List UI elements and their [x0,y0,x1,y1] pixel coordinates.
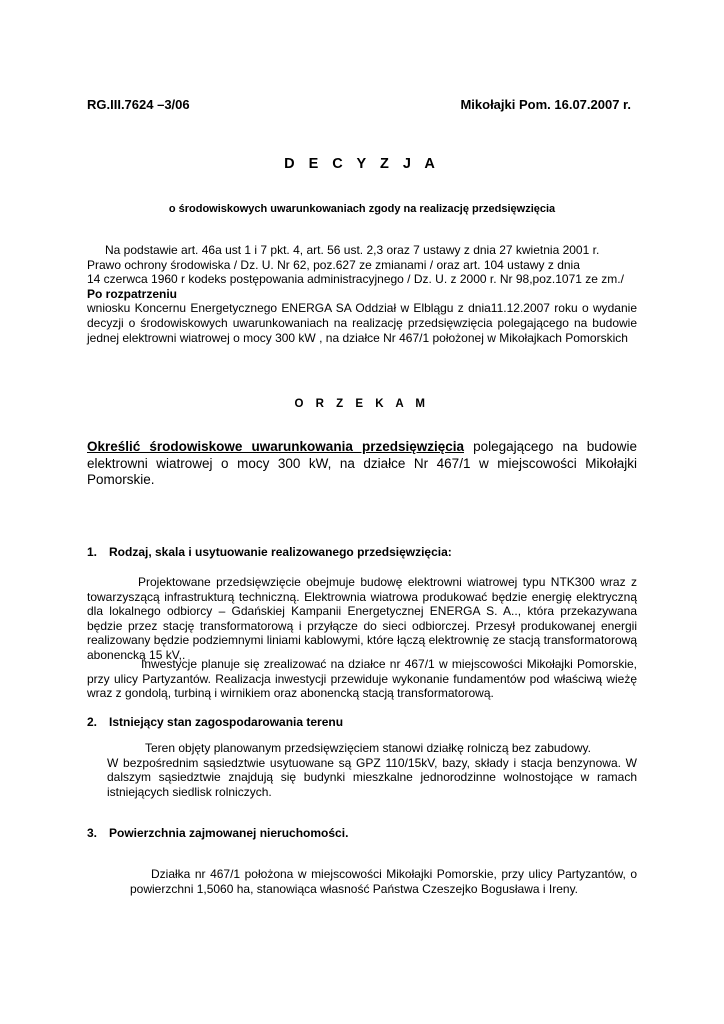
section-3-paragraph-2: powierzchni 1,5060 ha, stanowiąca własność Państwa Czeszejko Bogusława i Ireny. [130,881,579,896]
section-1-number: 1. [87,545,98,559]
section-1-heading [87,545,452,559]
section-2-paragraph-2: W bezpośrednim sąsiedztwie usytuowane są GPZ 110/15kV, bazy, składy i stacja benzynowa. W dalszym sąsiedztwie znajdują się budynki mieszkalne jednorodzinne wolnostojące w ramach istniejących siedlisk rolniczych. [107,755,637,799]
section-3-heading [87,826,348,840]
place-and-date: Mikołajki Pom. 16.07.2007 r. [460,97,631,112]
section-2-title: Istniejący stan zagospodarowania terenu [109,715,344,729]
request-paragraph: wniosku Koncernu Energetycznego ENERGA SA Oddział w Elblągu z dnia11.12.2007 roku o wydanie decyzji o środowiskowych uwarunkowaniach na realizację przedsięwzięcia polegającego na budowie jednej elektrowni wiatrowej o mocy 300 kW , na działce Nr 467/1 położonej w Mikołajkach Pomorskich [87,301,637,345]
section-3-number: 3. [87,826,98,840]
legal-basis-line-2: Prawo ochrony środowiska / Dz. U. Nr 62, poz.627 ze zmianami / oraz art. 104 ustawy z dnia [87,257,580,272]
section-2-heading [87,715,343,729]
legal-basis-line-1: Na podstawie art. 46a ust 1 i 7 pkt. 4, art. 56 ust. 2,3 oraz 7 ustawy z dnia 27 kwietnia 2001 r. [105,243,600,257]
section-2-paragraph-1: Teren objęty planowanym przedsięwzięciem stanowi działkę rolniczą bez zabudowy. [145,741,591,755]
legal-basis-line-3: 14 czerwca 1960 r kodeks postępowania administracyjnego / Dz. U. z 2000 r. Nr 98,poz.1071 ze zm./ [87,272,624,287]
section-3-title: Powierzchnia zajmowanej nieruchomości. [109,826,349,840]
section-1-paragraph-2: Inwestycje planuje się zrealizować na działce nr 467/1 w miejscowości Mikołajki Pomorskie, przy ulicy Partyzantów. Realizacja inwestycji przewiduje wykonanie fundamentów pod właściwą wieżę wraz z gondolą, turbiną i wirnikiem oraz abonencką stacją transformatorową. [87,657,637,701]
ruling-heading: O R Z E K A M [294,398,430,410]
ruling-text: polegającego na budowie elektrowni wiatrowej o mocy 300 kW, na działce Nr 467/1 w miejscowości Mikołajki Pomorskie. [87,439,637,487]
section-2-number: 2. [87,715,98,729]
document-subtitle: o środowiskowych uwarunkowaniach zgody na realizację przedsięwzięcia [168,203,556,215]
ruling-emphasis: Określić środowiskowe uwarunkowania przedsięwzięcia [87,439,464,454]
section-1-paragraph-1: Projektowane przedsięwzięcie obejmuje budowę elektrowni wiatrowej typu NTK300 wraz z towarzyszącą infrastrukturą techniczną. Elektrownia wiatrowa produkować będzie energię elektryczną dla lokalnego odbiorcy – Gdańskiej Kampanii Energetycznej ENERGA S. A.., która przekazywana będzie przez stację transformatorową i przyłącze do sieci odbiorczej. Przesył produkowanej energii realizowany będzie podziemnymi liniami kablowymi, które łączą elektrownię ze stacją transformatorową abonencką 15 kV,. [87,575,637,662]
document-title: D E C Y Z J A [284,156,440,172]
section-3-paragraph-1: Działka nr 467/1 położona w miejscowości Mikołajki Pomorskie, przy ulicy Partyzantów, o [151,867,637,881]
ruling-paragraph [87,439,637,489]
case-reference: RG.III.7624 –3/06 [87,97,190,112]
section-1-title: Rodzaj, skala i usytuowanie realizowanego przedsięwzięcia: [109,545,452,559]
considered-label: Po rozpatrzeniu [87,286,178,301]
